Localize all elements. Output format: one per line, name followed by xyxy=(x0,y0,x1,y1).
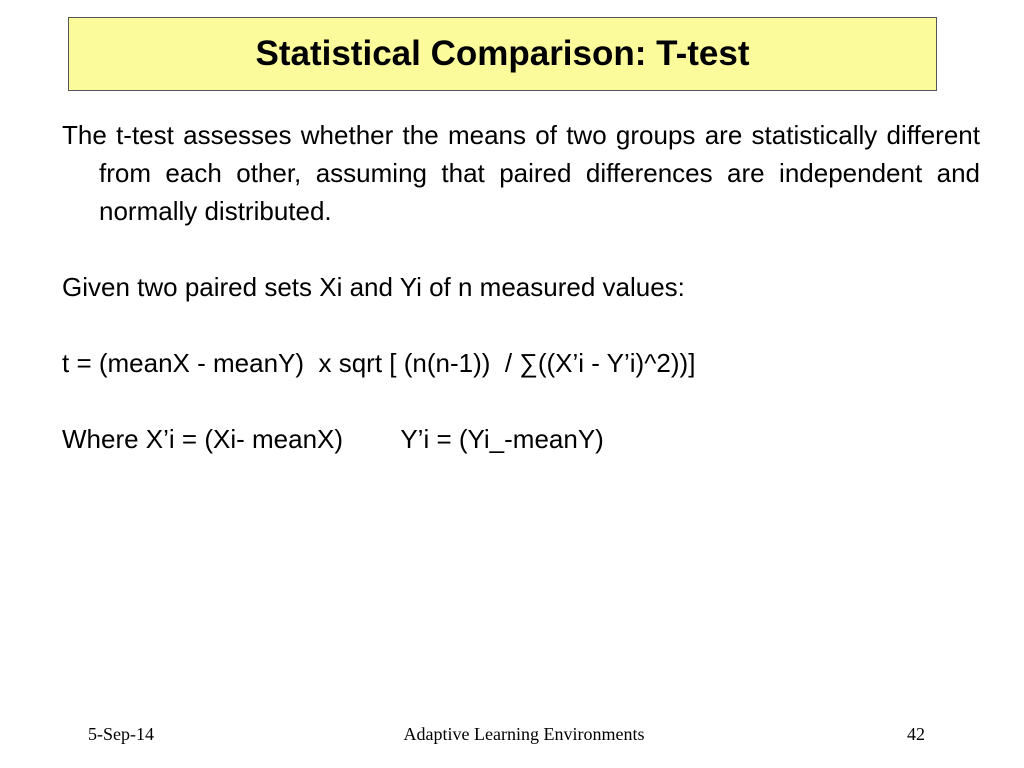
slide-body xyxy=(62,116,980,496)
where-paragraph: Where X’i = (Xi- meanX) Y’i = (Yi_-meanY) xyxy=(62,424,604,454)
given-paragraph: Given two paired sets Xi and Yi of n measured values: xyxy=(62,272,685,302)
footer-date: 5-Sep-14 xyxy=(88,724,154,744)
slide-title: Statistical Comparison: T-test xyxy=(255,34,750,73)
footer-page-number: 42 xyxy=(907,724,925,744)
intro-paragraph: The t-test assesses whether the means of two groups are statistically different from each other, assuming that paired differences are independent and normally distributed. xyxy=(62,120,980,226)
formula-paragraph: t = (meanX - meanY) x sqrt [ (n(n-1)) / ∑((X’i - Y’i)^2))] xyxy=(62,348,696,378)
title-box xyxy=(68,17,937,91)
footer-title: Adaptive Learning Environments xyxy=(403,724,645,744)
